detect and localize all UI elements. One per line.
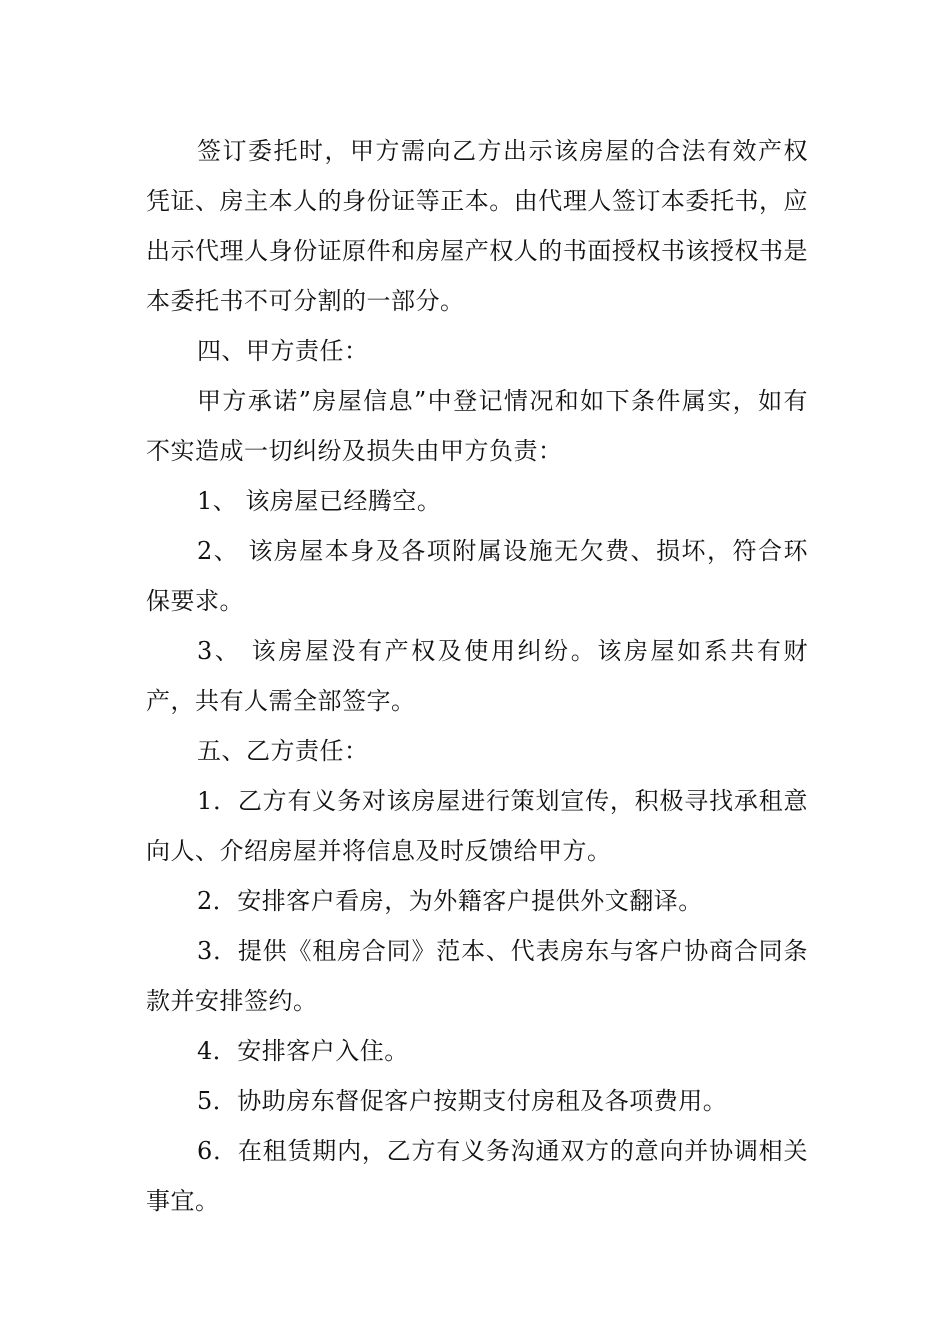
document-body <box>146 126 808 1226</box>
list-item-b-6: 6．在租赁期内，乙方有义务沟通双方的意向并协调相关事宜。 <box>146 1137 808 1215</box>
paragraph-party-a-commitment: 甲方承诺”房屋信息”中登记情况和如下条件属实，如有不实造成一切纠纷及损失由甲方负责： <box>146 387 808 465</box>
list-item-b-1: 1．乙方有义务对该房屋进行策划宣传，积极寻找承租意向人、介绍房屋并将信息及时反馈给甲方。 <box>146 787 808 865</box>
list-item-b-4: 4．安排客户入住。 <box>197 1037 409 1065</box>
list-item-b-2: 2．安排客户看房，为外籍客户提供外文翻译。 <box>197 887 703 915</box>
list-item-b-3: 3．提供《租房合同》范本、代表房东与客户协商合同条款并安排签约。 <box>146 937 808 1015</box>
heading-party-a-responsibilities: 四、甲方责任： <box>197 337 369 365</box>
heading-party-b-responsibilities: 五、乙方责任： <box>197 737 369 765</box>
list-item-a-3: 3、 该房屋没有产权及使用纠纷。该房屋如系共有财产，共有人需全部签字。 <box>146 637 808 715</box>
paragraph-signing-requirements: 签订委托时，甲方需向乙方出示该房屋的合法有效产权凭证、房主本人的身份证等正本。由代理人签订本委托书，应出示代理人身份证原件和房屋产权人的书面授权书该授权书是本委托书不可分割的一部分。 <box>146 137 808 315</box>
list-item-a-2: 2、 该房屋本身及各项附属设施无欠费、损坏，符合环保要求。 <box>146 537 808 615</box>
list-item-b-5: 5．协助房东督促客户按期支付房租及各项费用。 <box>197 1087 728 1115</box>
list-item-a-1: 1、 该房屋已经腾空。 <box>197 487 442 515</box>
